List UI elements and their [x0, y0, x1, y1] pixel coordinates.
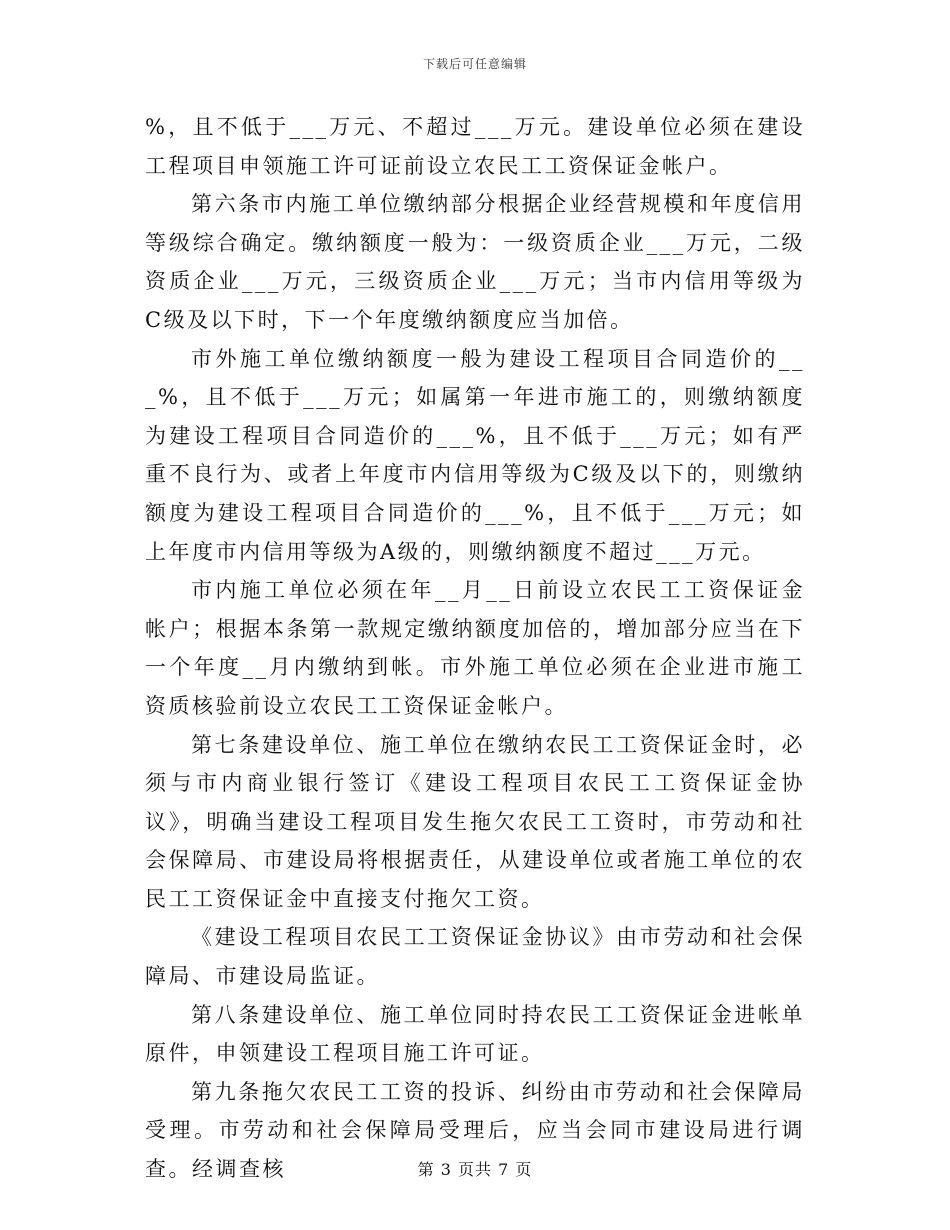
document-body: [145, 108, 805, 1189]
paragraph-article-7: 第七条建设单位、施工单位在缴纳农民工工资保证金时，必须与市内商业银行签订《建设工程项目农民工工资保证金协议》，明确当建设工程项目发生拖欠农民工工资时，市劳动和社会保障局、市建设局将根据责任，从建设单位或者施工单位的农民工工资保证金中直接支付拖欠工资。: [145, 732, 805, 911]
page-header: 下载后可任意编辑: [422, 57, 527, 71]
paragraph-agreement-supervision: 《建设工程项目农民工工资保证金协议》由市劳动和社会保障局、市建设局监证。: [145, 925, 805, 989]
page-number: 第 3 页共 7 页: [417, 1160, 533, 1179]
paragraph-article-9: 第九条拖欠农民工工资的投诉、纠纷由市劳动和社会保障局受理。市劳动和社会保障局受理后，应当会同市建设局进行调查。经调查核: [145, 1079, 805, 1182]
paragraph-continuation: %，且不低于___万元、不超过___万元。建设单位必须在建设工程项目申领施工许可证前设立农民工工资保证金帐户。: [145, 115, 805, 178]
paragraph-account-deadline: 市内施工单位必须在年__月__日前设立农民工工资保证金帐户；根据本条第一款规定缴纳额度加倍的，增加部分应当在下一个年度__月内缴纳到帐。市外施工单位必须在企业进市施工资质核验前设立农民工工资保证金帐户。: [145, 578, 805, 718]
paragraph-article-6: 第六条市内施工单位缴纳部分根据企业经营规模和年度信用等级综合确定。缴纳额度一般为：一级资质企业___万元，二级资质企业___万元，三级资质企业___万元；当市内信用等级为C级及以下时，下一个年度缴纳额度应当加倍。: [145, 192, 805, 332]
paragraph-article-8: 第八条建设单位、施工单位同时持农民工工资保证金进帐单原件，申领建设工程项目施工许可证。: [145, 1002, 805, 1066]
paragraph-outside-units-amount: 市外施工单位缴纳额度一般为建设工程项目合同造价的___%，且不低于___万元；如属第一年进市施工的，则缴纳额度为建设工程项目合同造价的___%，且不低于___万元；如有严重不良行为、或者上年度市内信用等级为C级及以下的，则缴纳额度为建设工程项目合同造价的___%，且不低于___万元；如上年度市内信用等级为A级的，则缴纳额度不超过___万元。: [145, 346, 805, 564]
